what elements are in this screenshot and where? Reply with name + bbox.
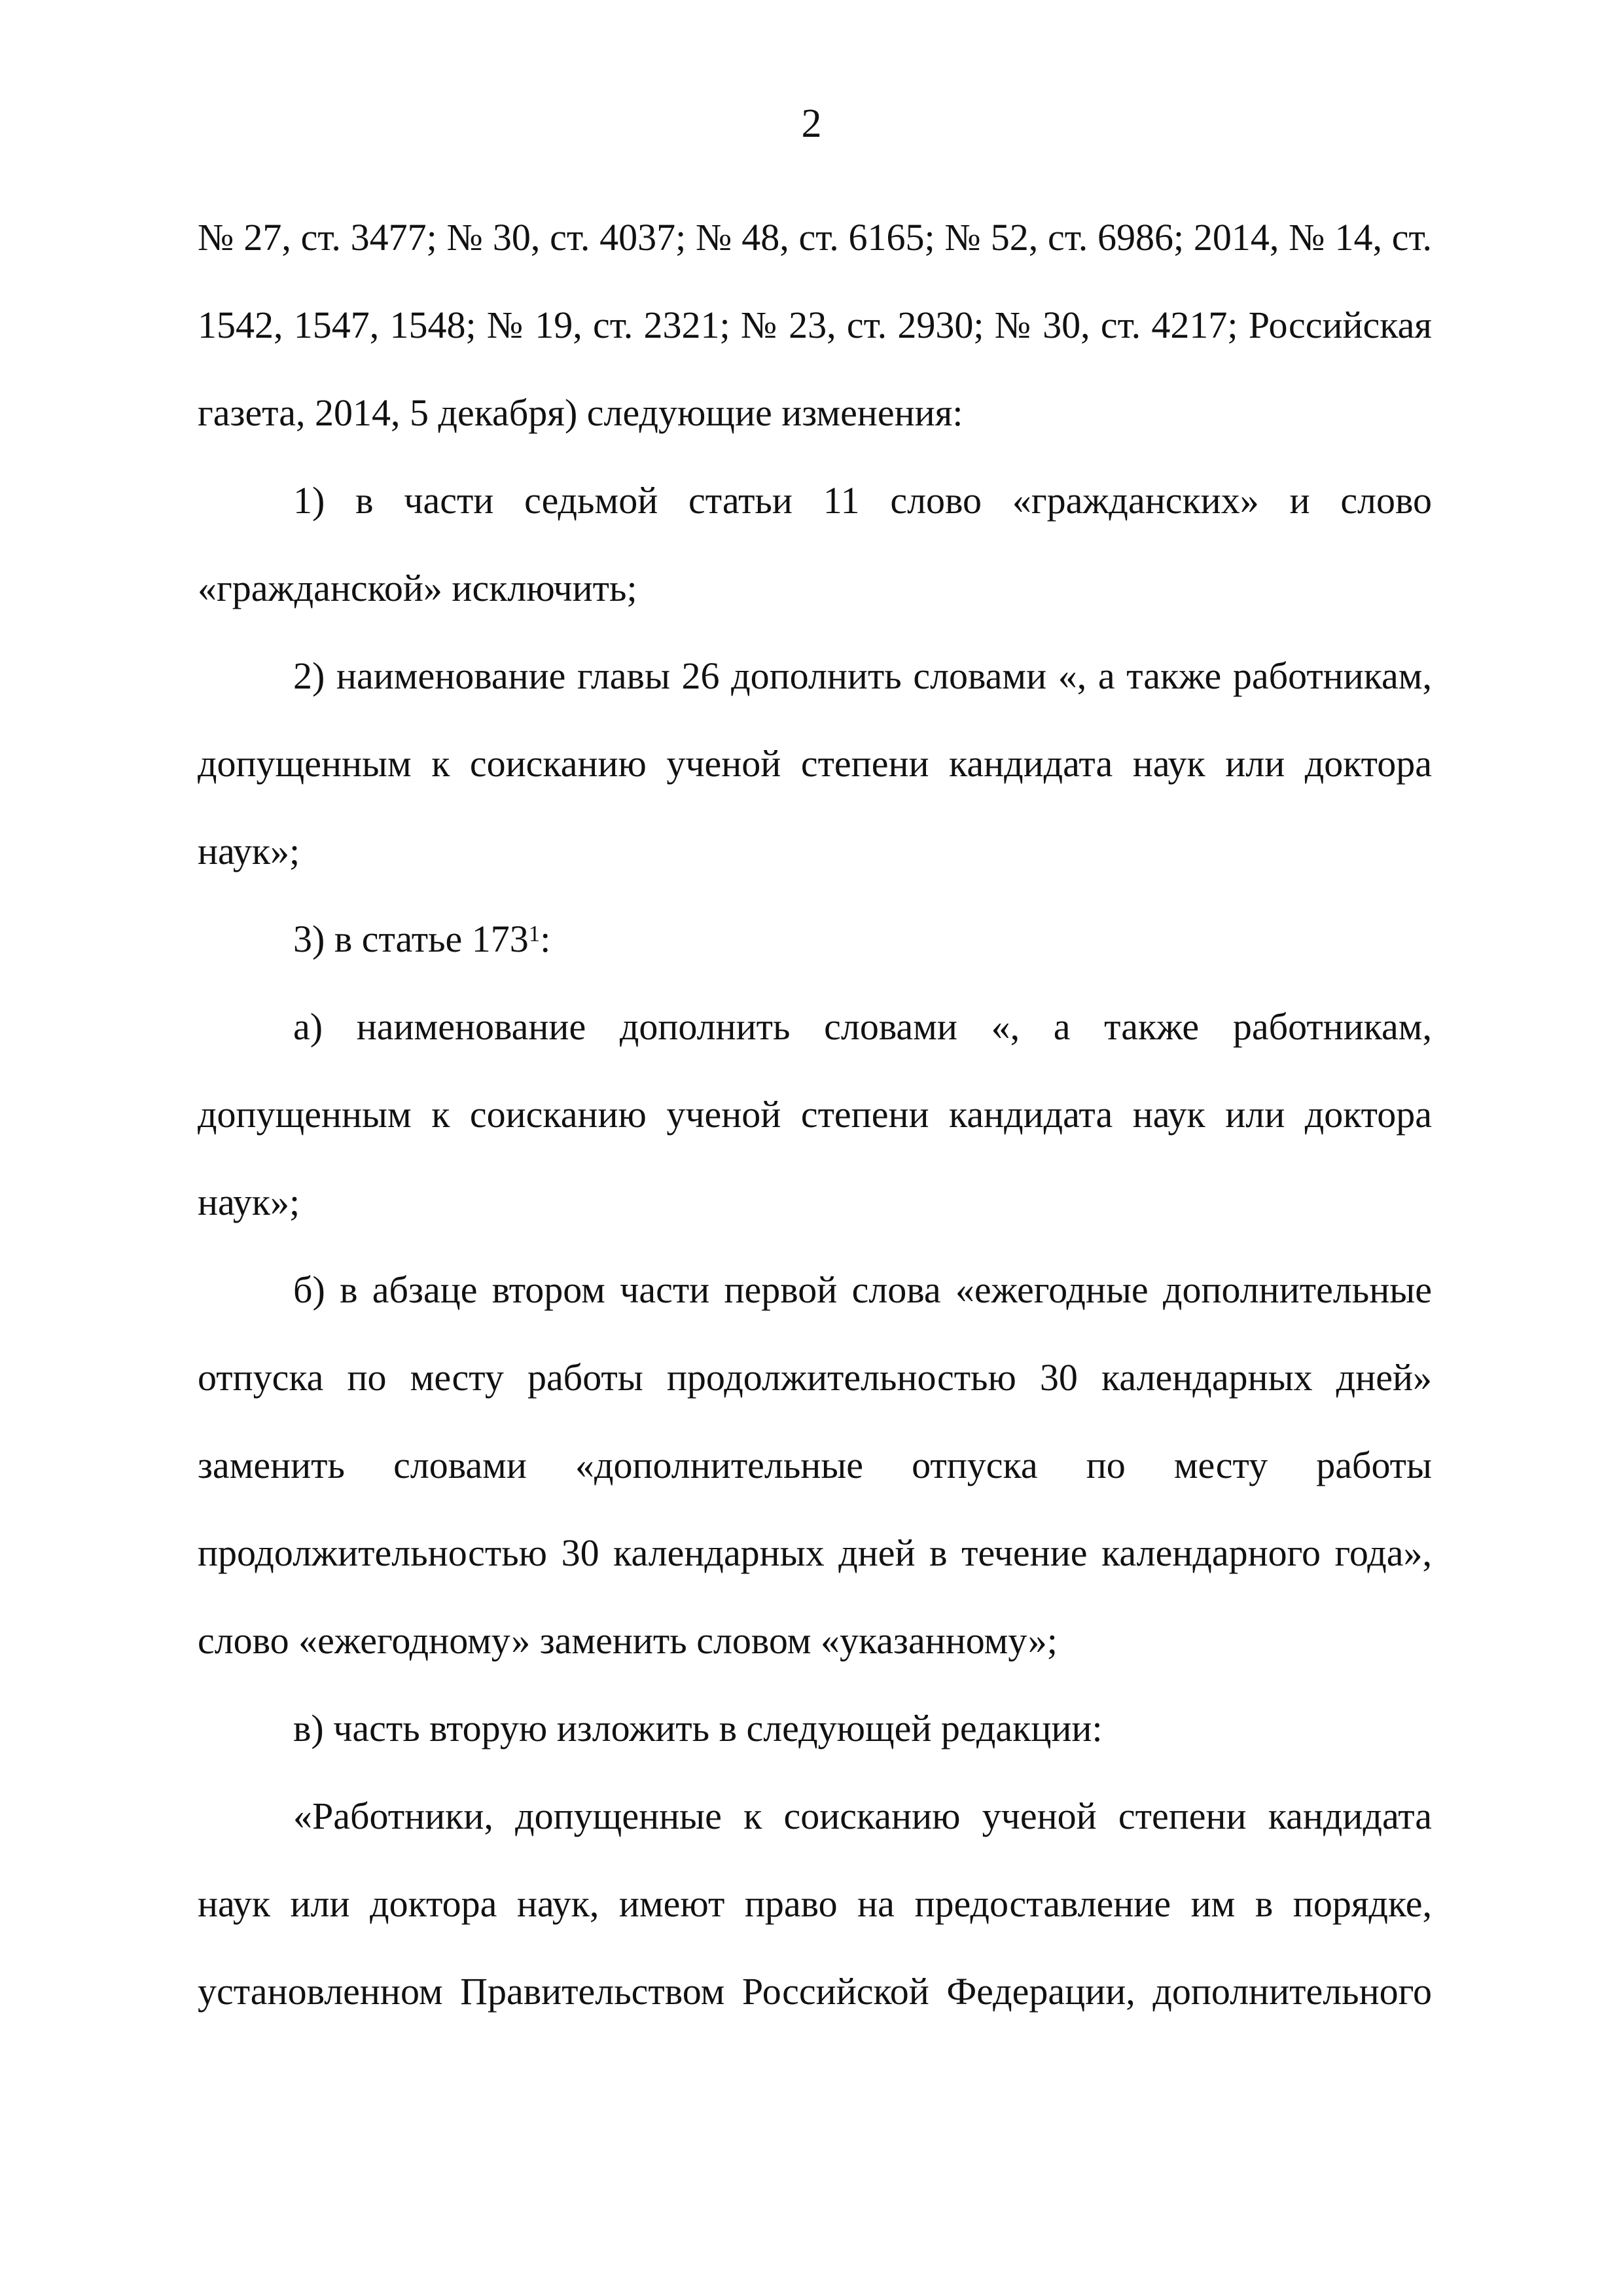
paragraph-item-3: [198, 895, 1432, 983]
paragraph-subitem-v: в) часть вторую изложить в следующей редакции:: [293, 1707, 1103, 1749]
paragraph-citations: № 27, ст. 3477; № 30, ст. 4037; № 48, ст. 6165; № 52, ст. 6986; 2014, № 14, ст. 1542, 1547, 1548; № 19, ст. 2321; № 23, ст. 2930; № 30, ст. 4217; Российская газета, 2014, 5 декабря) следующие изменения:: [198, 216, 1432, 434]
item-3-suffix: :: [540, 918, 551, 960]
page-number: 2: [801, 101, 822, 146]
paragraph-subitem-b: б) в абзаце втором части первой слова «ежегодные дополнительные отпуска по месту работы продолжительностью 30 календарных дней» заменить словами «дополнительные отпуска по месту работы продолжительностью 30 календарных дней в течение календарного года», слово «ежегодному» заменить словом «указанному»;: [198, 1268, 1432, 1662]
paragraph-subitem-a: а) наименование дополнить словами «, а также работникам, допущенным к соисканию ученой степени кандидата наук или доктора наук»;: [198, 1005, 1432, 1223]
item-3-superscript: 1: [528, 921, 541, 947]
paragraph-item-1: 1) в части седьмой статьи 11 слово «гражданских» и слово «гражданской» исключить;: [198, 479, 1432, 609]
paragraph-item-2: 2) наименование главы 26 дополнить словами «, а также работникам, допущенным к соисканию ученой степени кандидата наук или доктора наук»;: [198, 655, 1432, 872]
paragraph-quote: «Работники, допущенные к соисканию ученой степени кандидата наук или доктора наук, имеют право на предоставление им в порядке, установленном Правительством Российской Федерации, дополнительного: [198, 1795, 1432, 2013]
item-3-prefix: 3) в статье 173: [293, 918, 529, 960]
document-body: [198, 194, 1432, 2036]
